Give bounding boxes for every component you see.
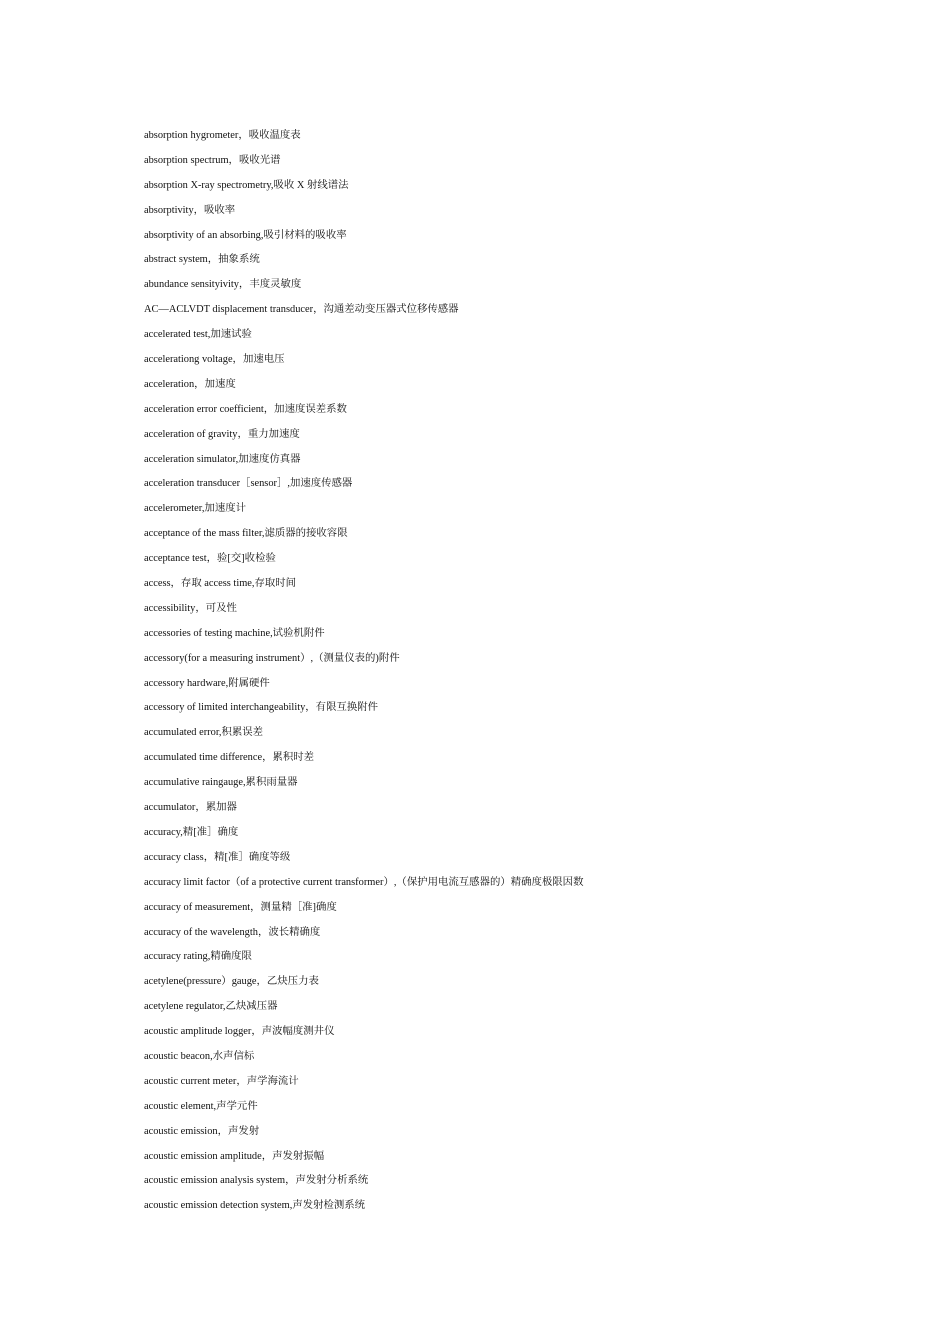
glossary-entry: accelerated test,加速试验 bbox=[144, 329, 252, 341]
glossary-entry: acoustic current meter，声学海流计 bbox=[144, 1075, 299, 1087]
glossary-entry: acoustic emission analysis system，声发射分析系统 bbox=[144, 1175, 369, 1187]
glossary-entry: abundance sensityivity，丰度灵敏度 bbox=[144, 279, 302, 291]
glossary-entry: acceleration error coefficient，加速度误差系数 bbox=[144, 403, 347, 415]
glossary-entry: accelerationg voltage，加速电压 bbox=[144, 354, 285, 366]
glossary-entry: accessory hardware,附属硬件 bbox=[144, 677, 270, 689]
glossary-entry: acceleration of gravity，重力加速度 bbox=[144, 428, 300, 440]
glossary-entry: abstract system，抽象系统 bbox=[144, 254, 260, 266]
glossary-entry: accuracy,精[准］确度 bbox=[144, 826, 239, 838]
glossary-entry: absorption hygrometer，吸收温度表 bbox=[144, 130, 301, 141]
glossary-entry: absorption X-ray spectrometry,吸收 X 射线谱法 bbox=[144, 179, 349, 191]
glossary-entry: acceleration transducer［sensor］,加速度传感器 bbox=[144, 478, 353, 490]
glossary-entry: accessory of limited interchangeability，有限互换附件 bbox=[144, 702, 379, 714]
glossary-entry: acceptance of the mass filter,滤质器的接收容限 bbox=[144, 528, 348, 540]
glossary-entry: acceptance test，验[交]收检验 bbox=[144, 553, 276, 565]
glossary-entry: accuracy rating,精确度限 bbox=[144, 951, 252, 963]
glossary-entry: acoustic beacon,水声信标 bbox=[144, 1050, 255, 1062]
glossary-entry: accumulated error,积累误差 bbox=[144, 727, 264, 739]
glossary-entry: absorption spectrum，吸收光谱 bbox=[144, 154, 281, 166]
glossary-list bbox=[144, 128, 583, 1223]
glossary-entry: acoustic amplitude logger，声波幅度测井仪 bbox=[144, 1026, 335, 1038]
glossary-entry: accumulative raingauge,累积雨量器 bbox=[144, 777, 298, 789]
glossary-entry: accuracy of the wavelength，波长精确度 bbox=[144, 926, 321, 938]
glossary-entry: access，存取 access time,存取时间 bbox=[144, 578, 297, 590]
glossary-entry: accuracy limit factor（of a protective current transformer）,（保护用电流互感器的）精确度极限因数 bbox=[144, 876, 584, 888]
glossary-entry: acceleration，加速度 bbox=[144, 378, 236, 390]
glossary-entry: acoustic emission amplitude，声发射振幅 bbox=[144, 1150, 325, 1162]
glossary-entry: accessory(for a measuring instrument）,（测量仪表的)附件 bbox=[144, 652, 400, 664]
glossary-entry: acetylene regulator,乙炔减压器 bbox=[144, 1001, 278, 1013]
glossary-entry: absorptivity，吸收率 bbox=[144, 204, 236, 216]
glossary-entry: accelerometer,加速度计 bbox=[144, 503, 246, 515]
glossary-entry: acoustic emission detection system,声发射检测系统 bbox=[144, 1200, 366, 1212]
glossary-entry: accuracy class，精[准］确度等级 bbox=[144, 851, 291, 863]
glossary-entry: AC—ACLVDT displacement transducer，沟通差动变压器式位移传感器 bbox=[144, 304, 459, 316]
glossary-entry: accessibility，可及性 bbox=[144, 602, 237, 614]
glossary-entry: acoustic emission，声发射 bbox=[144, 1125, 260, 1137]
glossary-entry: acceleration simulator,加速度仿真器 bbox=[144, 453, 301, 465]
glossary-entry: acetylene(pressure）gauge，乙炔压力表 bbox=[144, 976, 319, 988]
glossary-entry: accumulator，累加器 bbox=[144, 802, 237, 814]
glossary-entry: acoustic element,声学元件 bbox=[144, 1100, 258, 1112]
glossary-entry: accessories of testing machine,试验机附件 bbox=[144, 627, 325, 639]
glossary-entry: absorptivity of an absorbing,吸引材料的吸收率 bbox=[144, 229, 347, 241]
glossary-entry: accumulated time difference，累积时差 bbox=[144, 752, 315, 764]
glossary-entry: accuracy of measurement，测量精［准]确度 bbox=[144, 901, 337, 913]
